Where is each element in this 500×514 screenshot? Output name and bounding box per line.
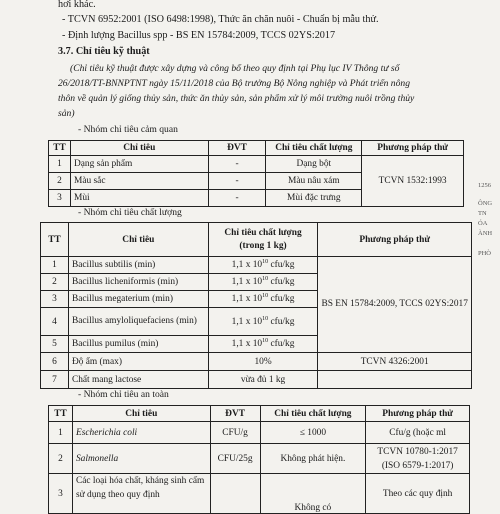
criteria-name: Độ ẩm (max): [68, 353, 208, 371]
quality-cell: Mùi đặc trưng: [266, 190, 362, 207]
row-number: 1: [49, 156, 71, 173]
quality-cell: Không có: [260, 474, 366, 514]
criteria-name: Bacillus amyloliquefaciens (min): [68, 308, 208, 336]
row-number: 5: [41, 336, 69, 353]
edge-stamp-fragment-3: TN: [478, 210, 487, 217]
method-cell: Theo các quy định: [366, 474, 470, 514]
row-number: 1: [41, 257, 69, 274]
safety-table: [48, 405, 470, 514]
method-cell: Cfu/g (hoặc ml: [366, 422, 470, 444]
table-row: [49, 156, 464, 173]
table-row: [41, 371, 472, 389]
header-tt: TT: [49, 141, 71, 156]
unit-cell: -: [208, 173, 266, 190]
criteria-name: Màu sắc: [70, 173, 208, 190]
method-cell: TCVN 4326:2001: [318, 353, 472, 371]
quality-cell: Không phát hiện.: [260, 444, 366, 474]
criteria-name: Bacillus pumilus (min): [68, 336, 208, 353]
quality-table: [40, 222, 472, 389]
criteria-name: Dạng sản phẩm: [70, 156, 208, 173]
edge-stamp-fragment-2: ÔNG: [478, 200, 493, 207]
header-method: Phương pháp thử: [362, 141, 464, 156]
criteria-name: Bacillus subtilis (min): [68, 257, 208, 274]
header-method: Phương pháp thử: [318, 223, 472, 257]
criteria-name: Bacillus megaterium (min): [68, 291, 208, 308]
sensory-table: [48, 140, 464, 207]
quality-cell: vừa đủ 1 kg: [208, 371, 318, 389]
unit-cell: CFU/25g: [210, 444, 260, 474]
quality-cell: 1,1 x $10^{10}$ cfu/kg: [208, 336, 318, 353]
table-row: [49, 444, 470, 474]
section-note-2: 26/2018/TT-BNNPTNT ngày 15/11/2018 của Bộ trưởng Bộ Nông nghiệp và Phát triển nông: [58, 78, 410, 89]
header-tt: TT: [41, 223, 69, 257]
group-safety-label: - Nhóm chỉ tiêu an toàn: [78, 389, 169, 400]
table-row: [41, 257, 472, 274]
criteria-name: Salmonella: [72, 444, 210, 474]
row-number: 3: [49, 474, 73, 514]
row-number: 6: [41, 353, 69, 371]
quality-cell: Dạng bột: [266, 156, 362, 173]
unit-cell: CFU/g: [210, 422, 260, 444]
edge-stamp-fragment-6: PHÒ: [478, 250, 492, 257]
criteria-name: Mùi: [70, 190, 208, 207]
row-number: 1: [49, 422, 73, 444]
unit-cell: [210, 474, 260, 514]
method-cell-empty: [318, 371, 472, 389]
header-quality: Chỉ tiêu chất lượng (trong 1 kg): [208, 223, 318, 257]
table-row: [41, 353, 472, 371]
header-criteria: Chỉ tiêu: [70, 141, 208, 156]
method-cell: BS EN 15784:2009, TCCS 02YS:2017: [318, 257, 472, 353]
section-note-3: thôn về quản lý giống thủy sản, thức ăn thủy sản, sản phẩm xử lý môi trường nuôi trồng thủy: [58, 93, 415, 104]
header-criteria: Chỉ tiêu: [72, 406, 210, 422]
group-sensory-label: - Nhóm chỉ tiêu cảm quan: [78, 124, 178, 135]
header-criteria: Chỉ tiêu: [68, 223, 208, 257]
table-row: [49, 422, 470, 444]
criteria-name: Escherichia coli: [72, 422, 210, 444]
quality-cell: Màu nâu xám: [266, 173, 362, 190]
quality-cell: 10%: [208, 353, 318, 371]
quality-cell: 1,1 x $10^{10}$ cfu/kg: [208, 291, 318, 308]
table-row: [49, 474, 470, 514]
header-method: Phương pháp thử: [366, 406, 470, 422]
criteria-name: Bacillus licheniformis (min): [68, 274, 208, 291]
quality-cell: ≤ 1000: [260, 422, 366, 444]
criteria-name: Các loại hóa chất, kháng sinh cấm sử dụng theo quy định: [72, 474, 210, 514]
header-unit: ĐVT: [210, 406, 260, 422]
edge-stamp-fragment-4: ÓA: [478, 220, 488, 227]
quality-cell: 1,1 x $10^{10}$ cfu/kg: [208, 257, 318, 274]
row-number: 3: [49, 190, 71, 207]
header-quality: Chỉ tiêu chất lượng: [260, 406, 366, 422]
method-cell: TCVN 1532:1993: [362, 156, 464, 207]
standard-line-2: - Định lượng Bacillus spp - BS EN 15784:2009, TCCS 02YS:2017: [62, 30, 336, 41]
row-number: 2: [49, 444, 73, 474]
row-number: 4: [41, 308, 69, 336]
group-quality-label: - Nhóm chỉ tiêu chất lượng: [78, 207, 182, 218]
intro-fragment: hơi khác.: [58, 0, 96, 10]
quality-cell: 1,1 x $10^{10}$ cfu/kg: [208, 274, 318, 291]
row-number: 7: [41, 371, 69, 389]
unit-cell: -: [208, 156, 266, 173]
header-tt: TT: [49, 406, 73, 422]
unit-cell: -: [208, 190, 266, 207]
criteria-name: Chất mang lactose: [68, 371, 208, 389]
section-note-4: sản): [58, 108, 75, 119]
header-quality: Chỉ tiêu chất lượng: [266, 141, 362, 156]
standard-line-1: - TCVN 6952:2001 (ISO 6498:1998), Thức ăn chăn nuôi - Chuẩn bị mẫu thử.: [62, 14, 379, 25]
section-note-1: (Chỉ tiêu kỹ thuật được xây dựng và công bố theo quy định tại Phụ lục IV Thông tư số: [70, 63, 400, 74]
row-number: 2: [41, 274, 69, 291]
edge-stamp-fragment-1: 1256: [478, 182, 491, 189]
section-title: 3.7. Chỉ tiêu kỹ thuật: [58, 46, 150, 57]
row-number: 3: [41, 291, 69, 308]
method-cell: TCVN 10780-1:2017 (ISO 6579-1:2017): [366, 444, 470, 474]
quality-cell: 1,1 x $10^{10}$ cfu/kg: [208, 308, 318, 336]
row-number: 2: [49, 173, 71, 190]
edge-stamp-fragment-5: ÀNH: [478, 230, 493, 237]
header-unit: ĐVT: [208, 141, 266, 156]
